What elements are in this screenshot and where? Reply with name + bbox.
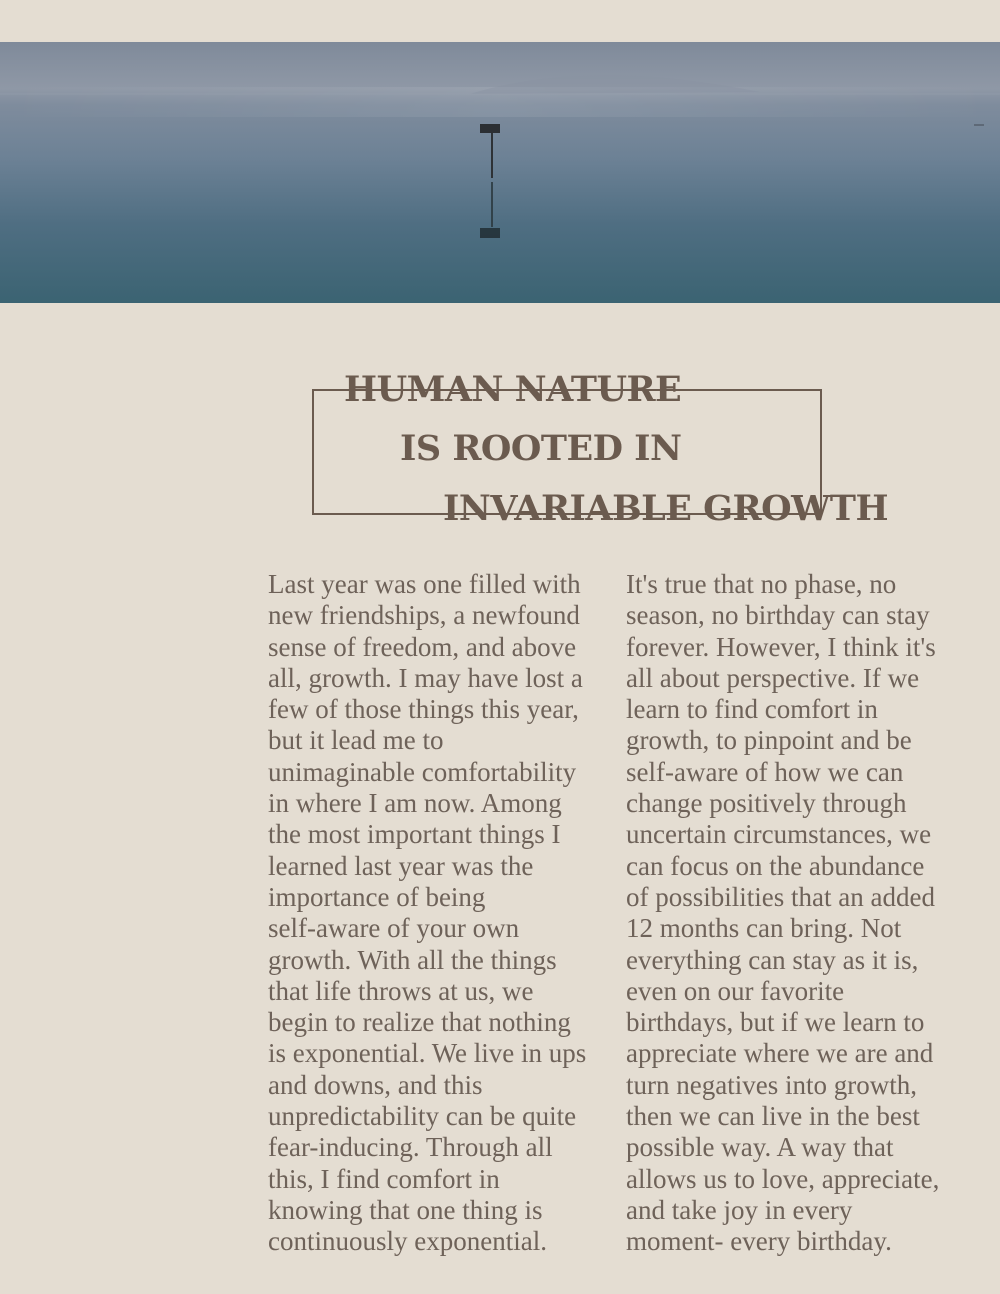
- headline-line-3: INVARIABLE GROWTH: [443, 488, 889, 529]
- body-text-line: birthdays, but if we learn to: [626, 1007, 925, 1038]
- body-text-line: then we can live in the best: [626, 1101, 920, 1132]
- body-text-line: this, I find comfort in: [268, 1163, 500, 1194]
- body-text-line: everything can stay as it is,: [626, 944, 919, 975]
- body-text-line: unimaginable comfortability: [268, 756, 577, 787]
- body-text-line: appreciate where we are and: [626, 1038, 934, 1069]
- body-text-line: 12 months can bring. Not: [626, 913, 902, 944]
- headline-line-1: HUMAN NATURE: [344, 369, 682, 410]
- body-text-line: uncertain circumstances, we: [626, 819, 932, 850]
- body-text-line: few of those things this year,: [268, 694, 579, 725]
- body-text-line: allows us to love, appreciate,: [626, 1163, 940, 1194]
- body-text-line: all, growth. I may have lost a: [268, 662, 583, 693]
- body-text-line: moment- every birthday.: [626, 1226, 892, 1257]
- body-text-line: of possibilities that an added: [626, 881, 935, 912]
- body-text-line: possible way. A way that: [626, 1132, 894, 1163]
- body-text-line: change positively through: [626, 788, 907, 819]
- body-text-line: in where I am now. Among: [268, 788, 562, 819]
- body-text-line: learned last year was the: [268, 850, 534, 881]
- body-text-line: even on our favorite: [626, 975, 845, 1006]
- body-text-line: continuously exponential.: [268, 1226, 547, 1257]
- body-text-line: self-aware of your own: [268, 913, 520, 944]
- body-text-line: new friendships, a newfound: [268, 600, 580, 631]
- body-text-line: season, no birthday can stay: [626, 600, 930, 631]
- headline-line-2: IS ROOTED IN: [400, 428, 682, 469]
- body-text-line: It's true that no phase, no: [626, 569, 897, 599]
- body-text-line: self-aware of how we can: [626, 756, 904, 787]
- body-text-line: that life throws at us, we: [268, 975, 534, 1006]
- body-text-line: fear-inducing. Through all: [268, 1132, 553, 1163]
- body-text-line: and downs, and this: [268, 1069, 483, 1100]
- body-text-line: unpredictability can be quite: [268, 1101, 577, 1132]
- body-column-left: [268, 569, 613, 1258]
- body-column-right: [626, 569, 971, 1258]
- body-text-line: turn negatives into growth,: [626, 1069, 917, 1100]
- body-text-line: learn to find comfort in: [626, 694, 878, 725]
- body-text-line: begin to realize that nothing: [268, 1007, 571, 1038]
- body-text-line: can focus on the abundance: [626, 850, 925, 881]
- body-text-line: and take joy in every: [626, 1194, 853, 1225]
- body-text-line: the most important things I: [268, 819, 561, 850]
- body-text-line: forever. However, I think it's: [626, 631, 936, 662]
- body-text-line: sense of freedom, and above: [268, 631, 577, 662]
- headline: [0, 0, 1000, 560]
- body-text-line: knowing that one thing is: [268, 1194, 543, 1225]
- body-text-line: is exponential. We live in ups: [268, 1038, 587, 1069]
- body-text-line: growth, to pinpoint and be: [626, 725, 912, 756]
- body-text-line: Last year was one filled with: [268, 569, 581, 599]
- body-text-line: but it lead me to: [268, 725, 444, 756]
- body-text-line: all about perspective. If we: [626, 662, 920, 693]
- body-text-line: importance of being: [268, 881, 486, 912]
- body-text-line: growth. With all the things: [268, 944, 557, 975]
